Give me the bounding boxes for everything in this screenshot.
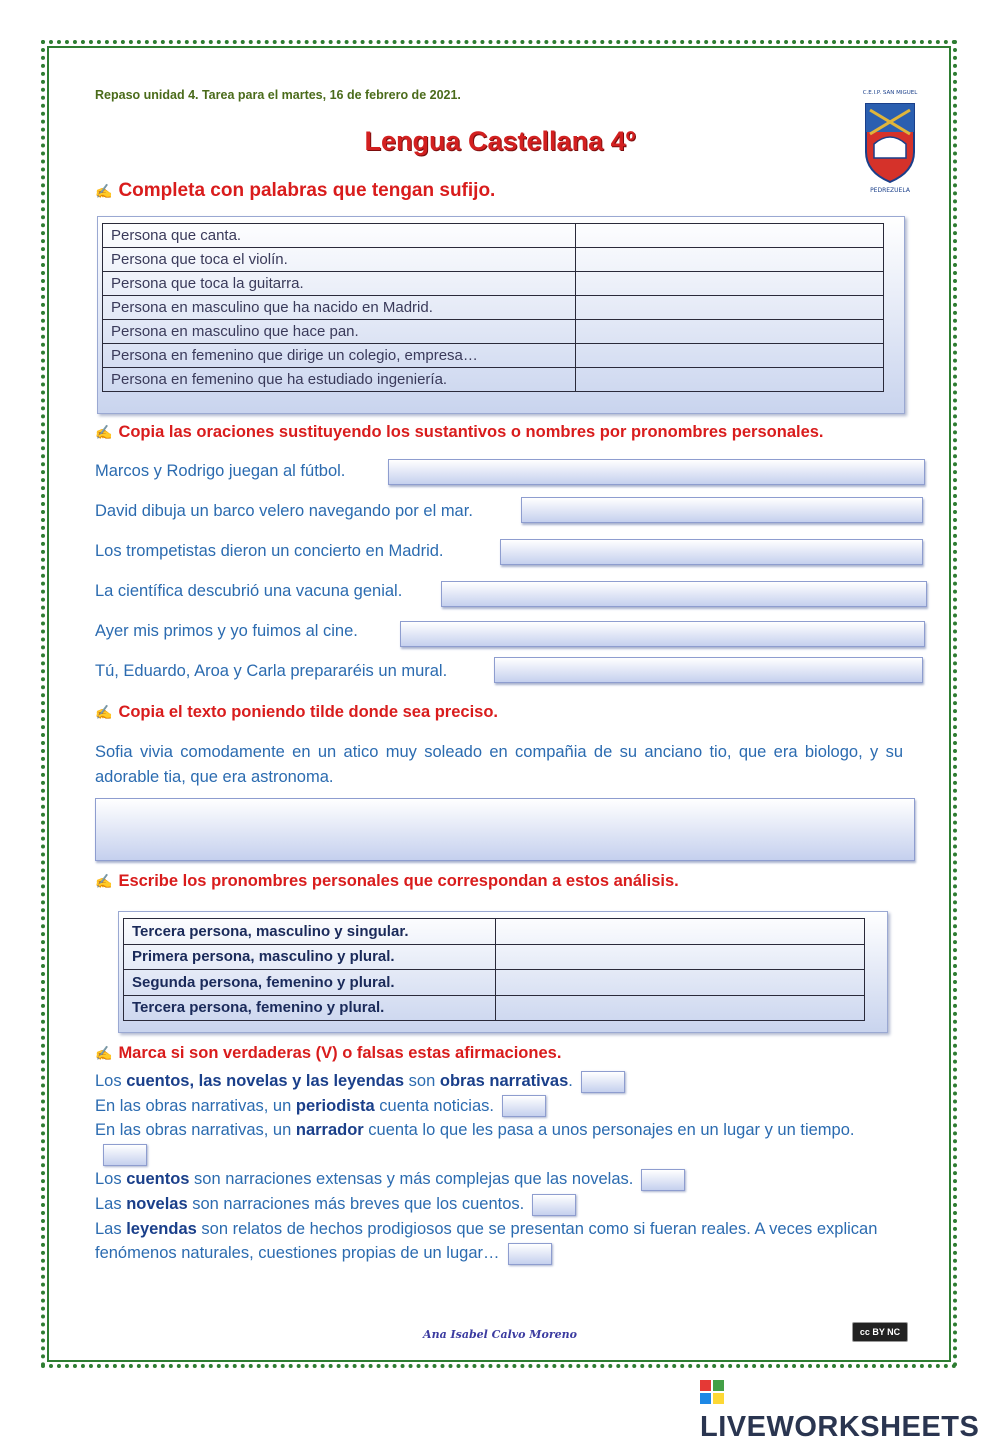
tf-answer-box-2[interactable] <box>502 1095 546 1117</box>
section5-heading <box>95 1044 561 1063</box>
page-title: Lengua Castellana 4º <box>364 126 636 156</box>
table-row <box>103 320 884 344</box>
section1-table <box>102 223 884 392</box>
sentence-2: David dibuja un barco velero navegando por el mar. <box>95 502 473 520</box>
answer-cell[interactable] <box>576 248 884 272</box>
analysis-cell: Tercera persona, masculino y singular. <box>124 919 496 945</box>
prompt-cell: Persona en masculino que hace pan. <box>103 320 576 344</box>
analysis-cell: Segunda persona, femenino y plural. <box>124 970 496 996</box>
school-bottom-text: PEDREZUELA <box>870 187 910 194</box>
table-row <box>124 995 865 1021</box>
section2-heading <box>95 423 824 442</box>
answer-input-3[interactable] <box>500 539 923 565</box>
prompt-cell: Persona que toca el violín. <box>103 248 576 272</box>
section4-table <box>123 918 865 1021</box>
pencil-hand-icon: ✍ <box>95 704 113 720</box>
sentence-4: La científica descubrió una vacuna genial. <box>95 582 403 600</box>
tf-answer-box-1[interactable] <box>581 1071 625 1093</box>
answer-input-2[interactable] <box>521 497 923 523</box>
answer-cell[interactable] <box>576 368 884 392</box>
sentence-3: Los trompetistas dieron un concierto en Madrid. <box>95 542 444 560</box>
section4-heading <box>95 872 679 891</box>
answer-cell[interactable] <box>576 320 884 344</box>
statement-6: Las leyendas son relatos de hechos prodigiosos que se presentan como si fueran reales. A veces explican fenómenos naturales, cuestiones propias de un lugar… <box>95 1217 905 1266</box>
author-signature: Ana Isabel Calvo Moreno <box>423 1328 577 1341</box>
tf-answer-box-6[interactable] <box>508 1243 552 1265</box>
tf-answer-box-3[interactable] <box>103 1144 147 1166</box>
statement-2: En las obras narrativas, un periodista cuenta noticias. <box>95 1094 905 1119</box>
sentence-1: Marcos y Rodrigo juegan al fútbol. <box>95 462 346 480</box>
assignment-line: Repaso unidad 4. Tarea para el martes, 16 de febrero de 2021. <box>95 88 461 102</box>
answer-input-5[interactable] <box>400 621 925 647</box>
statement-1: Los cuentos, las novelas y las leyendas son obras narrativas. <box>95 1069 905 1094</box>
statement-4: Los cuentos son narraciones extensas y más complejas que las novelas. <box>95 1167 905 1192</box>
accent-answer-input[interactable] <box>95 798 915 861</box>
prompt-cell: Persona que toca la guitarra. <box>103 272 576 296</box>
analysis-cell: Tercera persona, femenino y plural. <box>124 995 496 1021</box>
liveworksheets-logo <box>700 1378 1000 1443</box>
sentence-6: Tú, Eduardo, Aroa y Carla prepararéis un mural. <box>95 662 448 680</box>
section4-heading-text: Escribe los pronombres personales que correspondan a estos análisis. <box>118 872 679 890</box>
section5-heading-text: Marca si son verdaderas (V) o falsas estas afirmaciones. <box>118 1044 562 1062</box>
tf-answer-box-5[interactable] <box>532 1194 576 1216</box>
school-crest-logo <box>860 86 920 196</box>
section1-heading <box>95 180 495 202</box>
pencil-hand-icon: ✍ <box>95 873 113 889</box>
answer-cell[interactable] <box>576 344 884 368</box>
prompt-cell: Persona que canta. <box>103 224 576 248</box>
true-false-list <box>95 1069 905 1266</box>
section1-heading-text: Completa con palabras que tengan sufijo. <box>118 180 496 201</box>
section2-heading-text: Copia las oraciones sustituyendo los sustantivos o nombres por pronombres personales. <box>118 423 824 441</box>
answer-cell[interactable] <box>576 224 884 248</box>
table-row <box>103 368 884 392</box>
pronoun-answer-cell[interactable] <box>496 919 865 945</box>
section3-heading-text: Copia el texto poniendo tilde donde sea preciso. <box>118 703 498 721</box>
table-row <box>103 272 884 296</box>
sentence-5: Ayer mis primos y yo fuimos al cine. <box>95 622 358 640</box>
tf-answer-box-4[interactable] <box>641 1169 685 1191</box>
table-row <box>103 224 884 248</box>
school-top-text: C.E.I.P. SAN MIGUEL <box>862 90 918 96</box>
table-row <box>103 296 884 320</box>
pencil-hand-icon: ✍ <box>95 183 113 199</box>
prompt-cell: Persona en femenino que dirige un colegio, empresa… <box>103 344 576 368</box>
statement-3: En las obras narrativas, un narrador cuenta lo que les pasa a unos personajes en un lugar y un tiempo. <box>95 1118 905 1167</box>
table-row <box>124 919 865 945</box>
answer-cell[interactable] <box>576 272 884 296</box>
section3-heading <box>95 703 498 722</box>
table-row <box>124 970 865 996</box>
brand-text: LIVEWORKSHEETS <box>700 1411 980 1443</box>
accent-exercise-text: Sofia vivia comodamente en un atico muy soleado en compañia de su anciano tio, que era biologo, y su adorable tia, que era astronoma. <box>95 743 903 786</box>
prompt-cell: Persona en masculino que ha nacido en Madrid. <box>103 296 576 320</box>
answer-input-6[interactable] <box>494 657 923 683</box>
pencil-hand-icon: ✍ <box>95 424 113 440</box>
statement-5: Las novelas son narraciones más breves que los cuentos. <box>95 1192 905 1217</box>
liveworksheets-icon <box>700 1380 724 1404</box>
pencil-hand-icon: ✍ <box>95 1045 113 1061</box>
pronoun-answer-cell[interactable] <box>496 970 865 996</box>
creative-commons-badge: cc BY NC SA <box>852 1322 908 1342</box>
answer-cell[interactable] <box>576 296 884 320</box>
answer-input-4[interactable] <box>441 581 927 607</box>
pronoun-answer-cell[interactable] <box>496 944 865 970</box>
table-row <box>124 944 865 970</box>
pronoun-answer-cell[interactable] <box>496 995 865 1021</box>
table-row <box>103 344 884 368</box>
prompt-cell: Persona en femenino que ha estudiado ingeniería. <box>103 368 576 392</box>
analysis-cell: Primera persona, masculino y plural. <box>124 944 496 970</box>
answer-input-1[interactable] <box>388 459 925 485</box>
table-row <box>103 248 884 272</box>
